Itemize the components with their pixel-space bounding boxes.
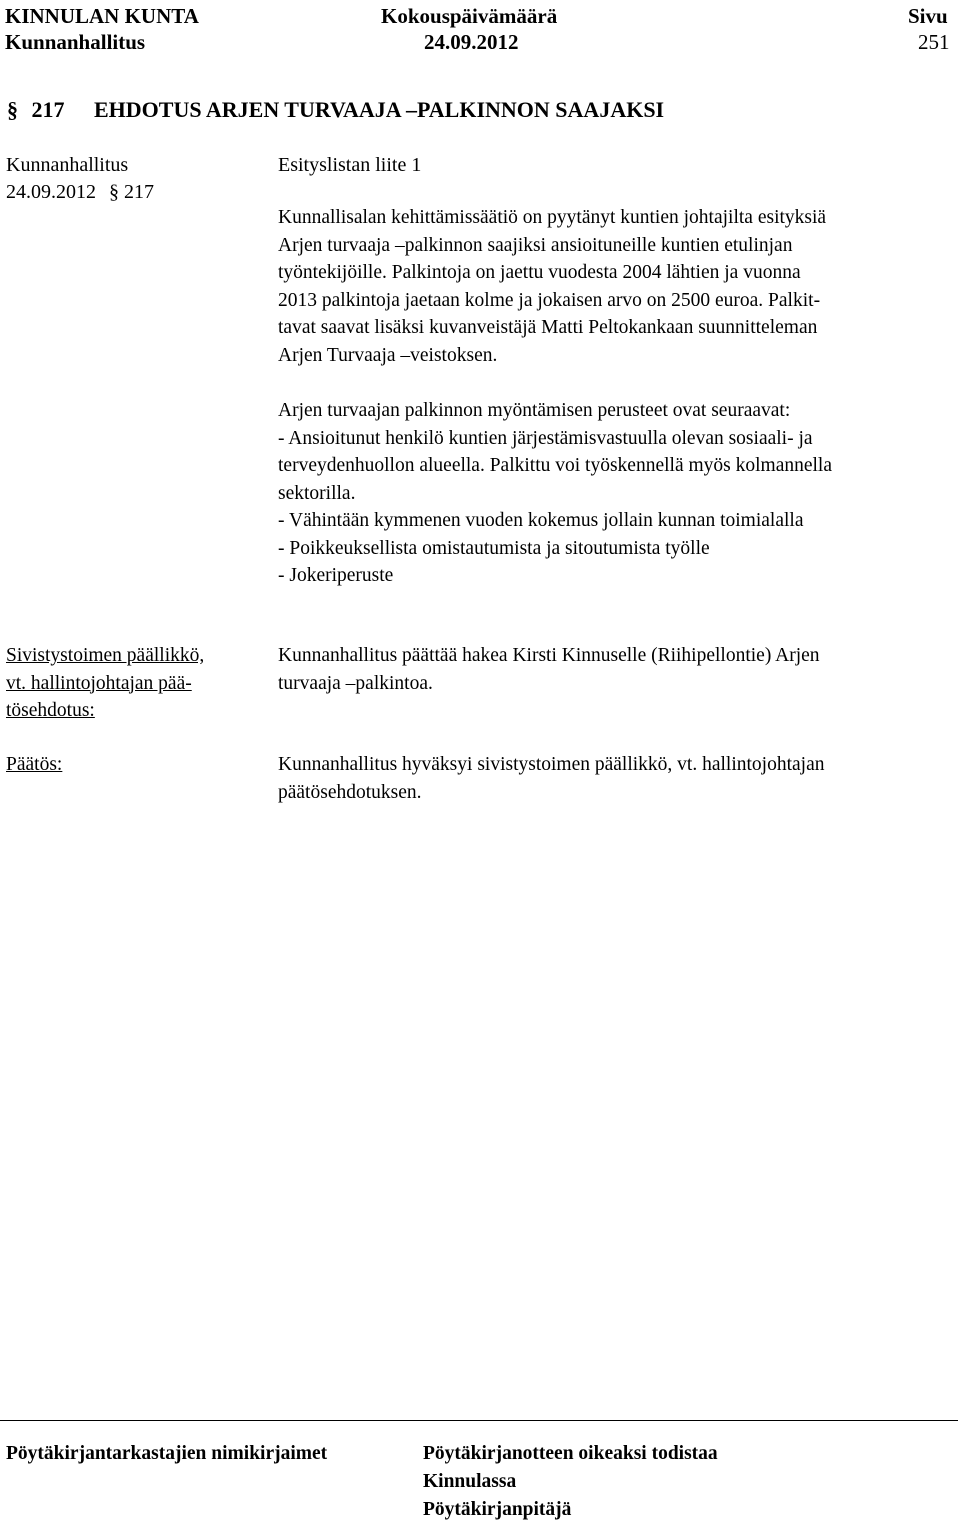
meta-para-symbol: § [109,181,119,203]
footer-certification [423,1440,718,1524]
text-line: 2013 palkintoja jaetaan kolme ja jokaisen arvo on 2500 euroa. Palkit- [278,289,821,311]
proposal-label [6,642,204,725]
page-label: Sivu [908,4,948,28]
footer-initials-label: Pöytäkirjantarkastajien nimikirjaimet [6,1443,328,1464]
proposal-text [278,642,948,697]
text-line: tavat saavat lisäksi kuvanveistäjä Matti Peltokankaan suunnitteleman [278,317,818,338]
date-label: Kokouspäivämäärä [381,4,558,28]
text-line: työntekijöille. Palkintoja on jaettu vuodesta 2004 lähtien ja vuonna [278,262,801,283]
section-symbol: § [7,97,18,122]
footer-line: Pöytäkirjanotteen oikeaksi todistaa [423,1443,718,1464]
text-line: päätösehdotuksen. [278,781,422,803]
page-number: 251 [918,30,950,54]
label-line: Sivistystoimen päällikkö, [6,645,205,666]
text-line: Kunnallisalan kehittämissäätiö on pyytänyt kuntien johtajilta esityksiä [278,207,827,228]
text-line: - Vähintään kymmenen vuoden kokemus jollain kunnan toimialalla [278,510,804,531]
footer-line: Kinnulassa [423,1471,517,1492]
text-line: Kunnanhallitus hyväksyi sivistystoimen päällikkö, vt. hallintojohtajan [278,754,825,775]
section-heading [7,96,664,124]
meeting-date: 24.09.2012 [424,30,519,54]
section-number: 217 [31,97,65,122]
text-line: Arjen Turvaaja –veistoksen. [278,344,498,366]
label-line: vt. hallintojohtajan pää- [6,672,192,694]
meta-date-ref [6,178,154,206]
org-name: KINNULAN KUNTA [5,4,199,28]
label-line: tösehdotus: [6,700,95,721]
meta-body: Kunnanhallitus [6,154,129,176]
decision-text [278,751,948,806]
footer-line: Pöytäkirjanpitäjä [423,1499,572,1520]
text-line: terveydenhuollon alueella. Palkittu voi työskennellä myös kolmannella [278,455,832,476]
text-line: - Jokeriperuste [278,565,394,586]
text-line: turvaaja –palkintoa. [278,672,433,694]
decision-label: Päätös: [6,754,63,775]
footer-divider [0,1420,958,1421]
text-line: Arjen turvaajan palkinnon myöntämisen perusteet ovat seuraavat: [278,400,791,421]
attachment-ref: Esityslistan liite 1 [278,154,422,176]
text-line: - Ansioitunut henkilö kuntien järjestämisvastuulla olevan sosiaali- ja [278,427,813,449]
paragraph-criteria [278,397,948,590]
meta-date: 24.09.2012 [6,181,96,203]
meta-para-number: 217 [124,181,154,203]
text-line: Arjen turvaaja –palkinnon saajiksi ansioituneille kuntien etulinjan [278,234,793,256]
body-name: Kunnanhallitus [5,30,146,54]
paragraph-intro [278,204,948,369]
text-line: - Poikkeuksellista omistautumista ja sitoutumista työlle [278,537,710,559]
text-line: sektorilla. [278,482,356,504]
section-title: EHDOTUS ARJEN TURVAAJA –PALKINNON SAAJAKSI [94,97,665,122]
text-line: Kunnanhallitus päättää hakea Kirsti Kinnuselle (Riihipellontie) Arjen [278,645,820,666]
